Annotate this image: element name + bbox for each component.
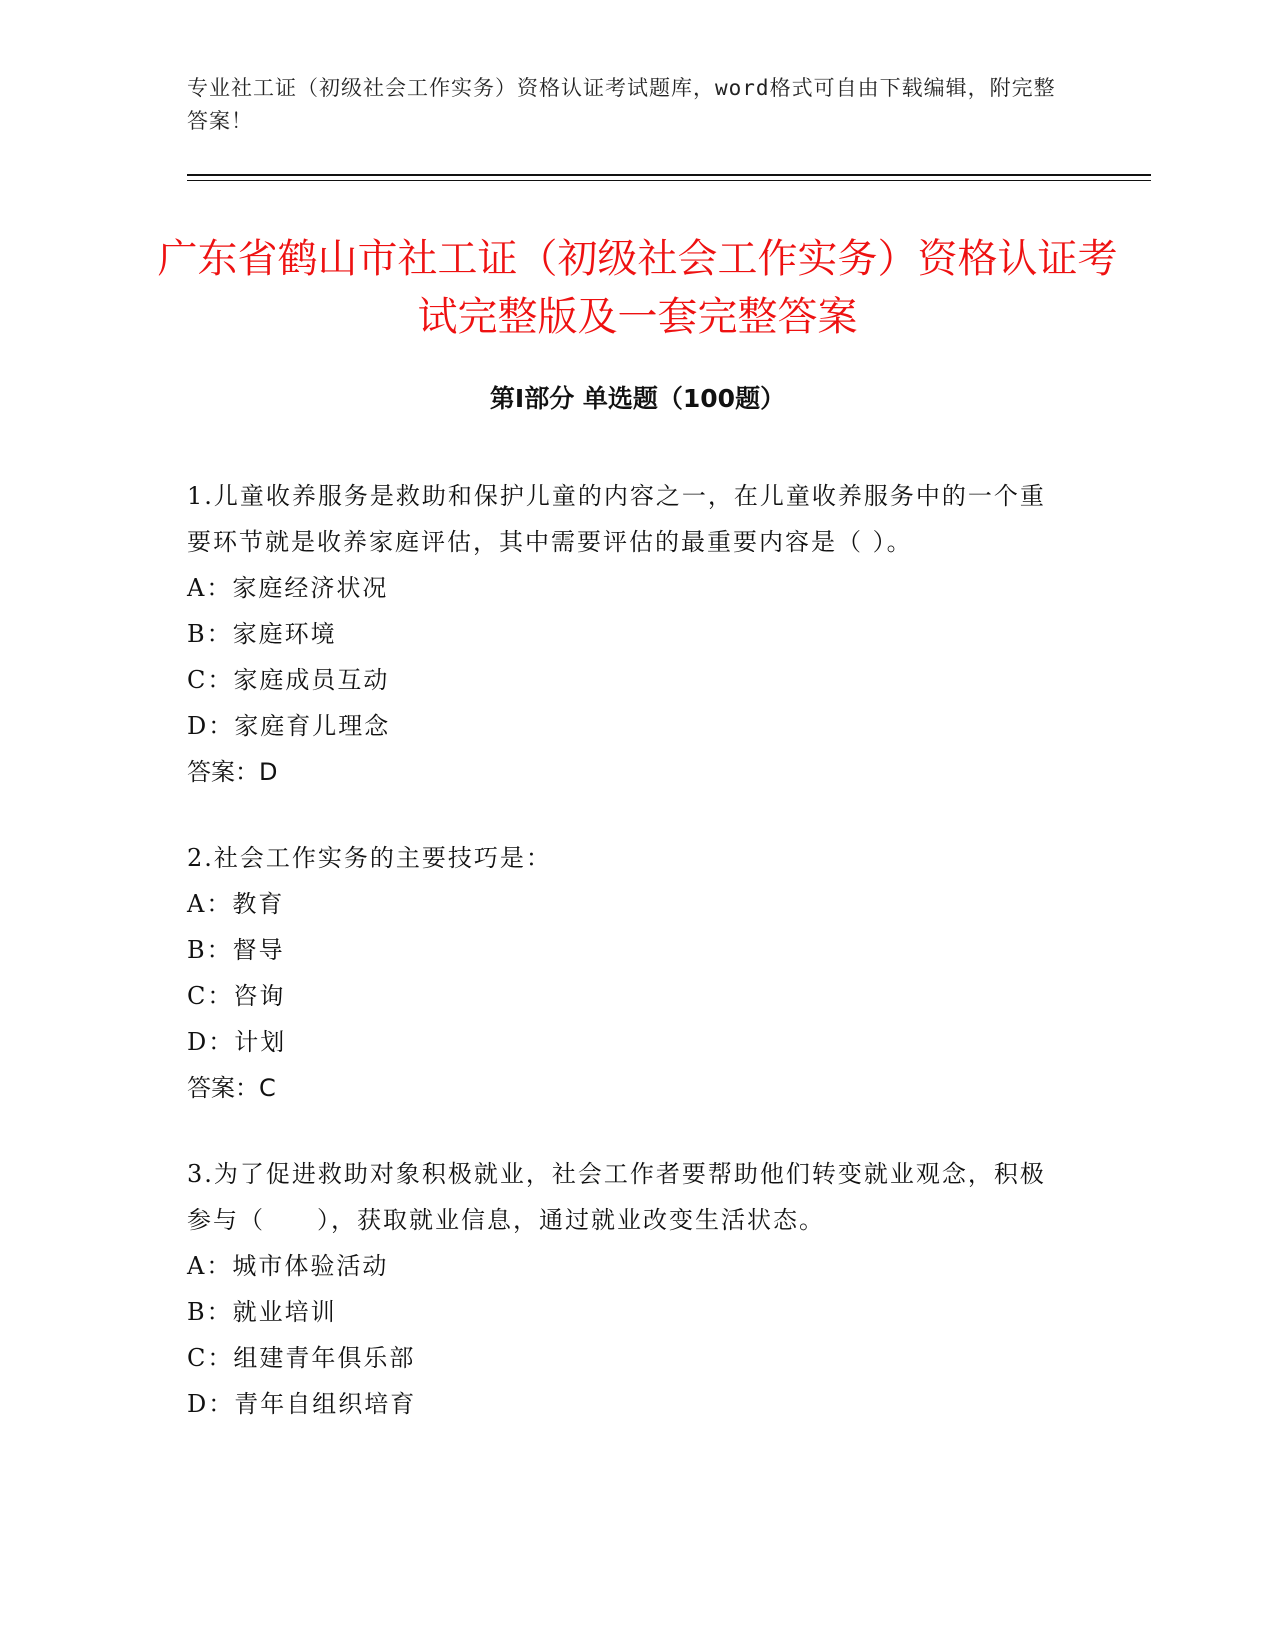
section-heading: 第Ⅰ部分 单选题（100题） xyxy=(489,384,786,413)
option-b: B：督导 xyxy=(187,936,285,964)
header-note: 专业社工证（初级社会工作实务）资格认证考试题库，word格式可自由下载编辑，附完整答案！ xyxy=(187,76,1056,133)
option-c: C：咨询 xyxy=(187,982,286,1010)
option-c: C：组建青年俱乐部 xyxy=(187,1344,416,1372)
option-d: D：家庭育儿理念 xyxy=(187,712,391,740)
option-a: A：城市体验活动 xyxy=(187,1252,389,1280)
answer-line: 答案：D xyxy=(187,758,278,786)
header-divider xyxy=(187,174,1151,176)
question-1 xyxy=(187,473,1067,795)
document-title: 广东省鹤山市社工证（初级社会工作实务）资格认证考试完整版及一套完整答案 xyxy=(157,236,1118,340)
question-3 xyxy=(187,1151,1067,1427)
question-stem: 1.儿童收养服务是救助和保护儿童的内容之一，在儿童收养服务中的一个重要环节就是收养家庭评估，其中需要评估的最重要内容是（ ）。 xyxy=(187,482,1046,556)
question-stem: 2.社会工作实务的主要技巧是： xyxy=(187,844,552,872)
option-b: B：家庭环境 xyxy=(187,620,337,648)
question-2 xyxy=(187,835,1067,1111)
option-b: B：就业培训 xyxy=(187,1298,337,1326)
option-c: C：家庭成员互动 xyxy=(187,666,390,694)
option-a: A：家庭经济状况 xyxy=(187,574,389,602)
answer-line: 答案：C xyxy=(187,1074,276,1102)
option-a: A：教育 xyxy=(187,890,285,918)
header-divider-thin xyxy=(187,180,1151,181)
question-list xyxy=(187,473,1067,1467)
question-stem: 3.为了促进救助对象积极就业，社会工作者要帮助他们转变就业观念，积极参与（ ），获取就业信息，通过就业改变生活状态。 xyxy=(187,1160,1046,1234)
option-d: D：青年自组织培育 xyxy=(187,1390,417,1418)
option-d: D：计划 xyxy=(187,1028,287,1056)
